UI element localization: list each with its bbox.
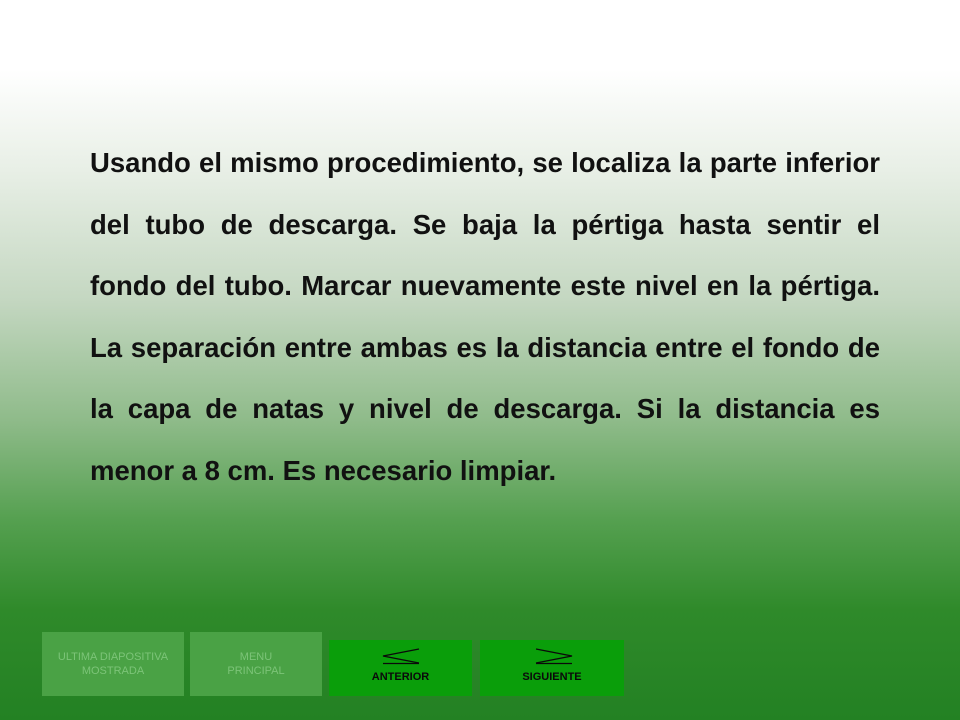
previous-button[interactable] (329, 640, 472, 696)
next-button[interactable] (480, 640, 624, 696)
main-menu-button[interactable] (190, 632, 322, 696)
main-menu-label-line2: PRINCIPAL (227, 665, 285, 677)
last-viewed-slide-label-line1: ULTIMA DIAPOSITIVA (57, 651, 169, 663)
main-menu-label-line1: MENU (239, 651, 273, 663)
slide-body-text: Usando el mismo procedimiento, se localiza la parte inferior del tubo de descarga. Se baja la pértiga hasta sentir el fondo del tubo. Marcar nuevamente este nivel en la pértiga. La separación entre ambas es la distancia entre el fondo de la capa de natas y nivel de descarga. Si la distancia es menor a 8 cm. Es necesario limpiar. (90, 147, 880, 486)
right-arrow-icon (534, 647, 574, 665)
last-viewed-slide-label-line2: MOSTRADA (81, 665, 145, 677)
previous-label: ANTERIOR (371, 671, 430, 683)
last-viewed-slide-button[interactable] (42, 632, 184, 696)
next-label: SIGUIENTE (522, 671, 582, 683)
left-arrow-icon (381, 647, 421, 665)
